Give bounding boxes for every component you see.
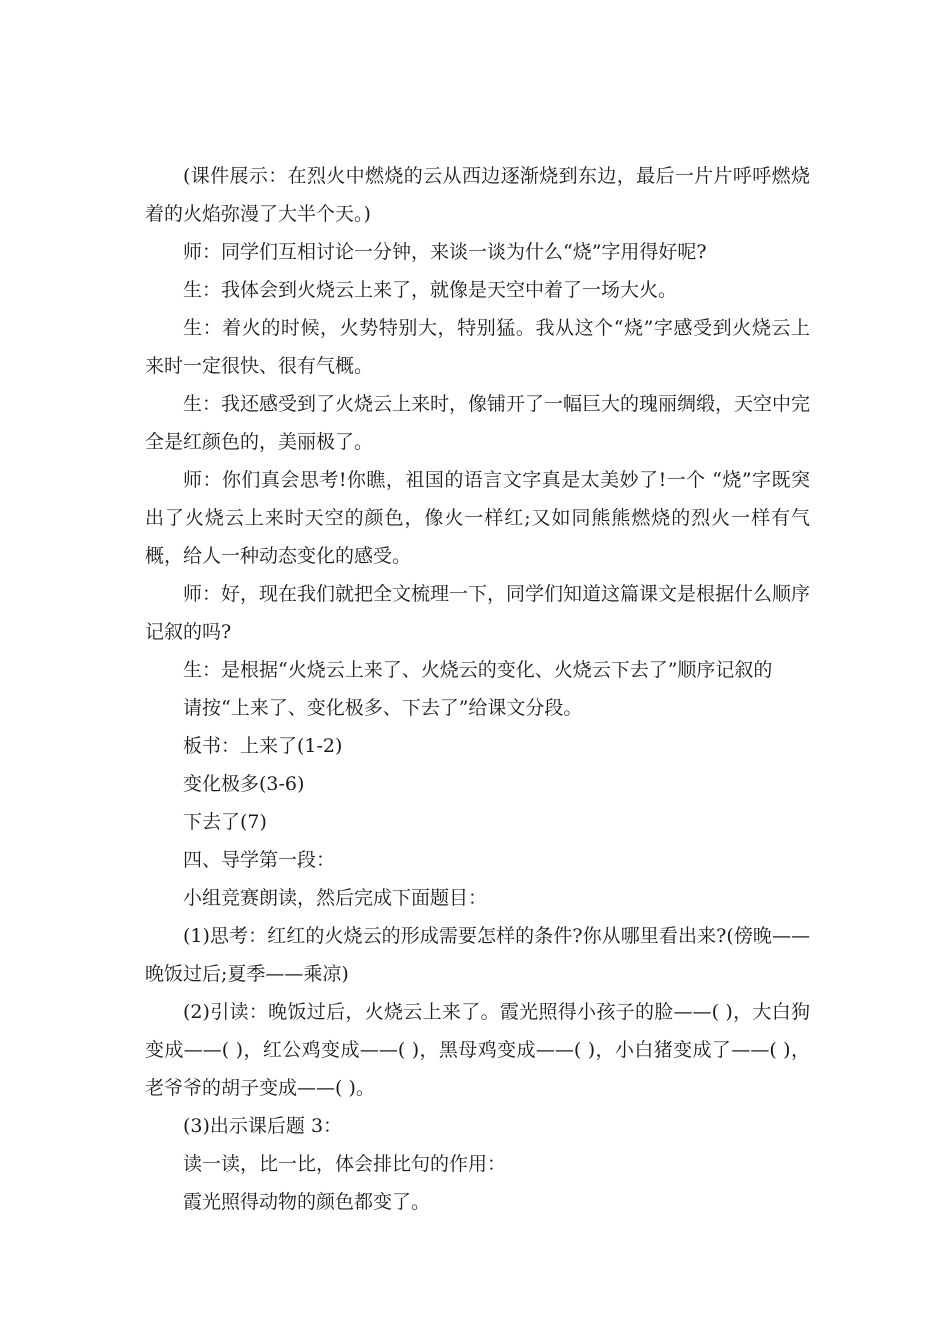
paragraph: (1)思考：红红的火烧云的形成需要怎样的条件?你从哪里看出来?(傍晚——晚饭过后;夏季——乘凉) [145, 925, 810, 985]
paragraph: 板书：上来了(1-2) [183, 735, 343, 757]
section-heading: 四、导学第一段： [183, 849, 336, 871]
paragraph: 生：是根据“火烧云上来了、火烧云的变化、火烧云下去了”顺序记叙的 [183, 659, 773, 681]
paragraph: 读一读，比一比，体会排比句的作用： [183, 1153, 507, 1175]
paragraph: 师：同学们互相讨论一分钟，来谈一谈为什么“烧”字用得好呢? [183, 241, 707, 263]
paragraph: (课件展示：在烈火中燃烧的云从西边逐渐烧到东边，最后一片片呼呼燃烧着的火焰弥漫了大半个天。) [145, 165, 810, 225]
paragraph: 师：你们真会思考!你瞧，祖国的语言文字真是太美妙了!一个 “烧”字既突出了火烧云上来时天空的颜色，像火一样红;又如同熊熊燃烧的烈火一样有气概，给人一种动态变化的感受。 [145, 469, 810, 567]
paragraph: (3)出示课后题 3： [183, 1115, 343, 1137]
document-body [145, 157, 810, 1221]
paragraph: 生：着火的时候，火势特别大，特别猛。我从这个“烧”字感受到火烧云上来时一定很快、很有气概。 [145, 317, 810, 377]
paragraph: 变化极多(3-6) [183, 773, 305, 795]
paragraph: 生：我还感受到了火烧云上来时，像铺开了一幅巨大的瑰丽绸缎，天空中完全是红颜色的，美丽极了。 [145, 393, 811, 453]
paragraph: (2)引读：晚饭过后，火烧云上来了。霞光照得小孩子的脸——( )，大白狗变成——( )，红公鸡变成——( )，黑母鸡变成——( )，小白猪变成了——( )，老爷爷的胡子变成——( )。 [145, 1001, 810, 1099]
paragraph: 师：好，现在我们就把全文梳理一下，同学们知道这篇课文是根据什么顺序记叙的吗? [145, 583, 811, 643]
paragraph: 生：我体会到火烧云上来了，就像是天空中着了一场大火。 [183, 279, 678, 301]
paragraph: 霞光照得动物的颜色都变了。 [183, 1191, 431, 1213]
paragraph: 小组竞赛朗读，然后完成下面题目： [183, 887, 488, 909]
paragraph: 下去了(7) [183, 811, 267, 833]
paragraph: 请按“上来了、变化极多、下去了”给课文分段。 [183, 697, 583, 719]
